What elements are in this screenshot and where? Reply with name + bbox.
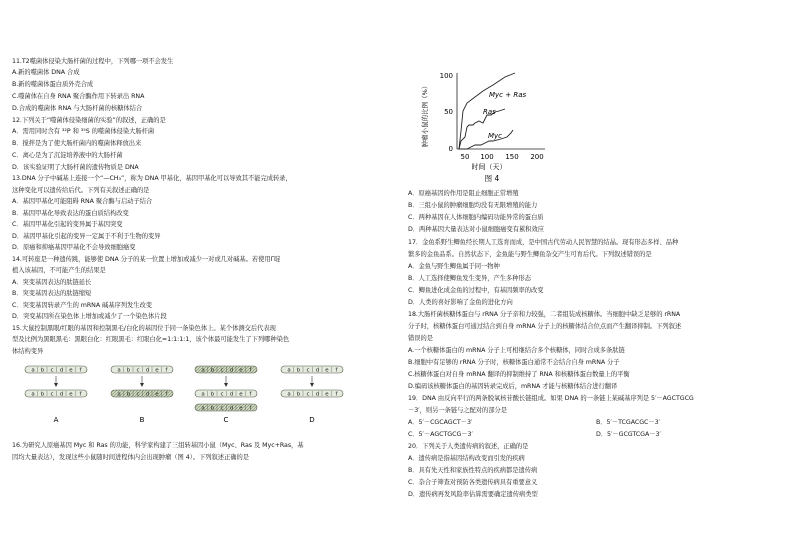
q19-stem-1: 19．DNA 由反向平行的两条脱氧核苷酸长链组成。如果 DNA 的一条链上某碱基序列是 5′－AGCTGCG [408,395,694,402]
gene-label-d: d [145,367,150,374]
gene-label-c: c [306,367,310,374]
option-label-d: D [309,416,315,424]
q18-option-d: D.编码该核糖体蛋白的基因转录完成后，mRNA 才能与核糖体结合进行翻译 [408,383,618,390]
series-ras-line [459,109,505,149]
q17-option-c: C．鲫鱼进化成金鱼的过程中，有基因频率的改变 [408,287,544,294]
series-myc-label: Myc [488,132,503,140]
q20-stem: 20．下列关于人类遗传病的叙述，正确的是 [408,443,529,450]
gene-label-f: f [249,391,252,398]
gene-label-c: c [136,367,140,374]
option-label-a: A [53,416,59,424]
q11-option-a: A.新的噬菌体 DNA 合成 [12,69,80,76]
q17-stem-2: 繁多的金鱼品系。自然状态下，金鱼能与野生鲫鱼杂交产生可育后代。下列叙述错误的是 [408,251,652,258]
series-ras-label: Ras [483,108,496,116]
figure-4-chart [397,55,794,205]
q11-option-c: C.噬菌体在自身 RNA 聚合酶作用下转录出 RNA [12,93,145,100]
chromosome-result [281,390,343,398]
chart-xlabel: 时间（天） [471,163,507,171]
arrow-down-icon [310,383,314,387]
q15-stem-1: 15.大鼠控制黑眼/红眼的基因和控制黑毛/白化的基因位于同一条染色体上。某个体测交后代表现 [12,325,276,332]
q16-option-c: C．两种基因在人体细胞内编码功能异常的蛋白质 [408,214,544,221]
q17-option-d: D．人类的喜好影响了金鱼的进化方向 [408,299,513,306]
q17-stem-1: 17．金鱼系野生鲫鱼经长期人工选育而成，是中国古代劳动人民智慧的结晶。现有形态多样、品种 [408,239,679,246]
q18-option-c: C.核糖体蛋白对自身 mRNA 翻译的抑制维持了 RNA 和核糖体蛋白数量上的平衡 [408,371,630,378]
gene-label-a: a [31,391,35,398]
gene-label-a: a [201,367,205,374]
gene-label-e: e [325,391,329,398]
gene-label-e: e [239,405,243,412]
y-tick-100: 100 [439,72,453,80]
gene-label-d: d [229,405,234,412]
q12-option-a: A．需用同时含有 ³²P 和 ³⁵S 的噬菌体侵染大肠杆菌 [12,128,155,135]
gene-label-a: a [287,367,291,374]
q20-option-a: A．遗传病是指基因结构改变而引发的疾病 [408,455,525,462]
gene-label-a: a [201,391,205,398]
arrow-down-icon [54,383,58,387]
q14-option-c: C．突变基因转录产生的 mRNA 碱基序列发生改变 [12,302,153,309]
gene-label-c: c [306,391,310,398]
x-tick-100: 100 [480,153,494,161]
figure-caption: 图 4 [484,174,500,183]
gene-label-e: e [239,391,243,398]
q18-stem-1: 18.大肠杆菌核糖体蛋白与 rRNA 分子亲和力较强，二者组装成核糖体。当细胞中缺乏足够的 rRNA [408,311,681,318]
option-label-c: C [223,416,229,424]
q12-option-d: D．该实验证明了大肠杆菌的遗传物质是 DNA [12,164,139,171]
gene-label-f: f [165,367,168,374]
gene-label-b: b [40,391,45,398]
chromosome-result-extra [195,404,257,412]
q16-stem-1: 16.为研究人原癌基因 Myc 和 Ras 的功能，科学家构建了三组转基因小鼠（Myc、Ras 及 Myc+Ras，基 [12,442,304,449]
gene-label-e: e [325,367,329,374]
gene-label-b: b [126,367,131,374]
q20-option-d: D．遗传病再发风险率估算需要确定遗传病类型 [408,491,538,498]
chromosome-result [195,390,257,398]
gene-label-f: f [249,405,252,412]
q19-option-a: A．5′－CGCAGCT－3′ [408,419,473,426]
q13-stem-2: 这种变化可以遗传给后代。下列有关叙述正确的是 [12,187,150,194]
gene-label-d: d [59,391,64,398]
y-tick-labels [440,72,453,153]
gene-label-e: e [69,391,73,398]
arrow-down-icon [224,383,228,387]
gene-label-b: b [210,367,215,374]
x-tick-50: 50 [460,153,470,161]
gene-label-c: c [50,367,54,374]
gene-label-d: d [229,367,234,374]
q19-option-d: D．5′－GCGTCGA－3′ [596,431,661,438]
gene-label-c: c [136,391,140,398]
q17-option-b: B．人工选择使鲫鱼发生变异，产生多种形态 [408,275,531,282]
q18-option-a: A.一个核糖体蛋白的 mRNA 分子上可相继结合多个核糖体，同时合成多条肽链 [408,347,625,354]
q13-option-a: A．基因甲基化可能阻碍 RNA 聚合酶与启动子结合 [12,198,153,205]
series-myc-ras-label: Myc + Ras [489,91,527,99]
gene-label-d: d [315,367,320,374]
chromosome-option-b [111,366,173,424]
gene-label-e: e [155,391,159,398]
x-tick-150: 150 [505,153,519,161]
q14-stem-1: 14.可转座是一种遗传跳，能够使 DNA 分子的某一位置上增加或减少一对或几对碱基。若使用Γ啶 [12,256,281,263]
gene-label-f: f [165,391,168,398]
q16-option-a: A．原癌基因的作用是阻止细胞正常增殖 [408,190,519,197]
q16-option-d: D．两种基因大量表达对小鼠细胞癌变有累积效应 [408,226,544,233]
gene-label-a: a [201,405,205,412]
gene-label-e: e [239,367,243,374]
x-tick-labels [461,153,544,161]
chart-ylabel: 肿瘤小鼠的比例（%） [421,82,429,148]
chromosome-result [25,390,87,398]
q13-option-b: B．基因甲基化导致表达的蛋白质结构改变 [12,210,129,217]
gene-label-e: e [155,367,159,374]
q12-stem: 12.下列关于“噬菌体侵染细菌的实验”的叙述，正确的是 [12,117,166,124]
gene-label-a: a [31,367,35,374]
chromosome-diagram [0,360,397,440]
q20-option-c: C．杂合子筛查对预防各类遗传病具有重要意义 [408,479,538,486]
chromosome-top [281,366,343,374]
gene-label-b: b [210,405,215,412]
gene-label-d: d [315,391,320,398]
q13-option-d: D．基因甲基化引起的变异一定属于不利于生物的变异 [12,233,161,240]
q12-option-b: B．搅拌是为了使大肠杆菌内的噬菌体释放出来 [12,140,142,147]
chromosome-top [111,366,173,374]
q14-option-b: B．突变基因表达的肽链缩短 [12,290,92,297]
q18-stem-3: 错误的是 [408,335,433,342]
y-tick-0: 0 [448,145,453,153]
gene-label-f: f [79,367,82,374]
gene-label-b: b [296,367,301,374]
q20-option-b: B．具有先天性和家族性特点的疾病都是遗传病 [408,467,538,474]
chromosome-option-d [281,366,343,424]
q16-stem-2: 因均大量表达），发现这些小鼠随时间进程体内会出现肿瘤（图 4）。下列叙述正确的是 [12,454,249,461]
gene-label-c: c [50,391,54,398]
gene-label-d: d [229,391,234,398]
arrow-down-icon [140,383,144,387]
gene-label-f: f [335,391,338,398]
gene-label-d: d [145,391,150,398]
q16-option-b: B．三组小鼠的肿瘤细胞均没有无限增殖的能力 [408,202,538,209]
gene-label-b: b [296,391,301,398]
q17-option-a: A．金鱼与野生鲫鱼属于同一物种 [408,263,500,270]
chromosome-result [111,390,173,398]
gene-label-b: b [210,391,215,398]
q14-option-d: D．突变基因所在染色体上增加或减少了一个染色体片段 [12,313,167,320]
q14-option-a: A．突变基因表达的肽链延长 [12,279,92,286]
q13-option-c: C．基因甲基化引起的变异属于基因突变 [12,221,123,228]
gene-label-b: b [40,367,45,374]
q13-option-e: D．原癌和抑癌基因甲基化不会导致细胞癌变 [12,244,136,251]
gene-label-f: f [249,367,252,374]
q15-stem-2: 型及比例为黑眼黑毛：黑眼白化：红眼黑毛：红眼白化=1:1:1:1，该个体最可能发生了下列哪种染色 [12,336,290,343]
q18-option-b: B.细胞中有足够的 rRNA 分子时，核糖体蛋白通常不会结合自身 mRNA 分子 [408,359,620,366]
series-myc-line [459,130,513,149]
chromosome-option-c [195,366,257,424]
q15-stem-3: 体结构变异 [12,348,44,355]
gene-label-c: c [220,391,224,398]
gene-label-c: c [220,367,224,374]
q12-option-c: C．离心是为了沉淀培养液中的大肠杆菌 [12,152,123,159]
q18-stem-2: 分子时，核糖体蛋白可通过结合到自身 mRNA 分子上的核糖体结合位点而产生翻译抑制。下列叙述 [408,323,682,330]
q13-stem-1: 13.DNA 分子中碱基上连接一个“—CH₃”，称为 DNA 甲基化，基因甲基化可以导致其不能完成转录， [12,175,292,182]
q14-stem-2: 植入该基因，不可能产生的结果是 [12,267,106,274]
chromosome-top [195,366,257,374]
chromosome-top [25,366,87,374]
q19-stem-2: －3′，则另一条链与之配对的部分是 [408,407,508,414]
gene-label-a: a [287,391,291,398]
q11-stem: 11.T2噬菌体侵染大肠杆菌的过程中，下列哪一项不会发生 [12,58,174,65]
gene-label-b: b [126,391,131,398]
gene-label-c: c [220,405,224,412]
gene-label-e: e [69,367,73,374]
q11-option-b: B.新的噬菌体蛋白质外壳合成 [12,81,94,88]
gene-label-a: a [117,391,121,398]
gene-label-f: f [335,367,338,374]
x-tick-200: 200 [530,153,544,161]
gene-label-a: a [117,367,121,374]
q19-option-b: B．5′－TCGACGC－3′ [596,419,660,426]
option-label-b: B [139,416,145,424]
q19-option-c: C．5′－AGCTGCG－3′ [408,431,473,438]
y-tick-50: 50 [444,108,453,116]
gene-label-f: f [79,391,82,398]
q11-option-d: D.合成的噬菌体 RNA 与大肠杆菌的核糖体结合 [12,105,143,112]
chromosome-option-a [25,366,87,424]
gene-label-d: d [59,367,64,374]
